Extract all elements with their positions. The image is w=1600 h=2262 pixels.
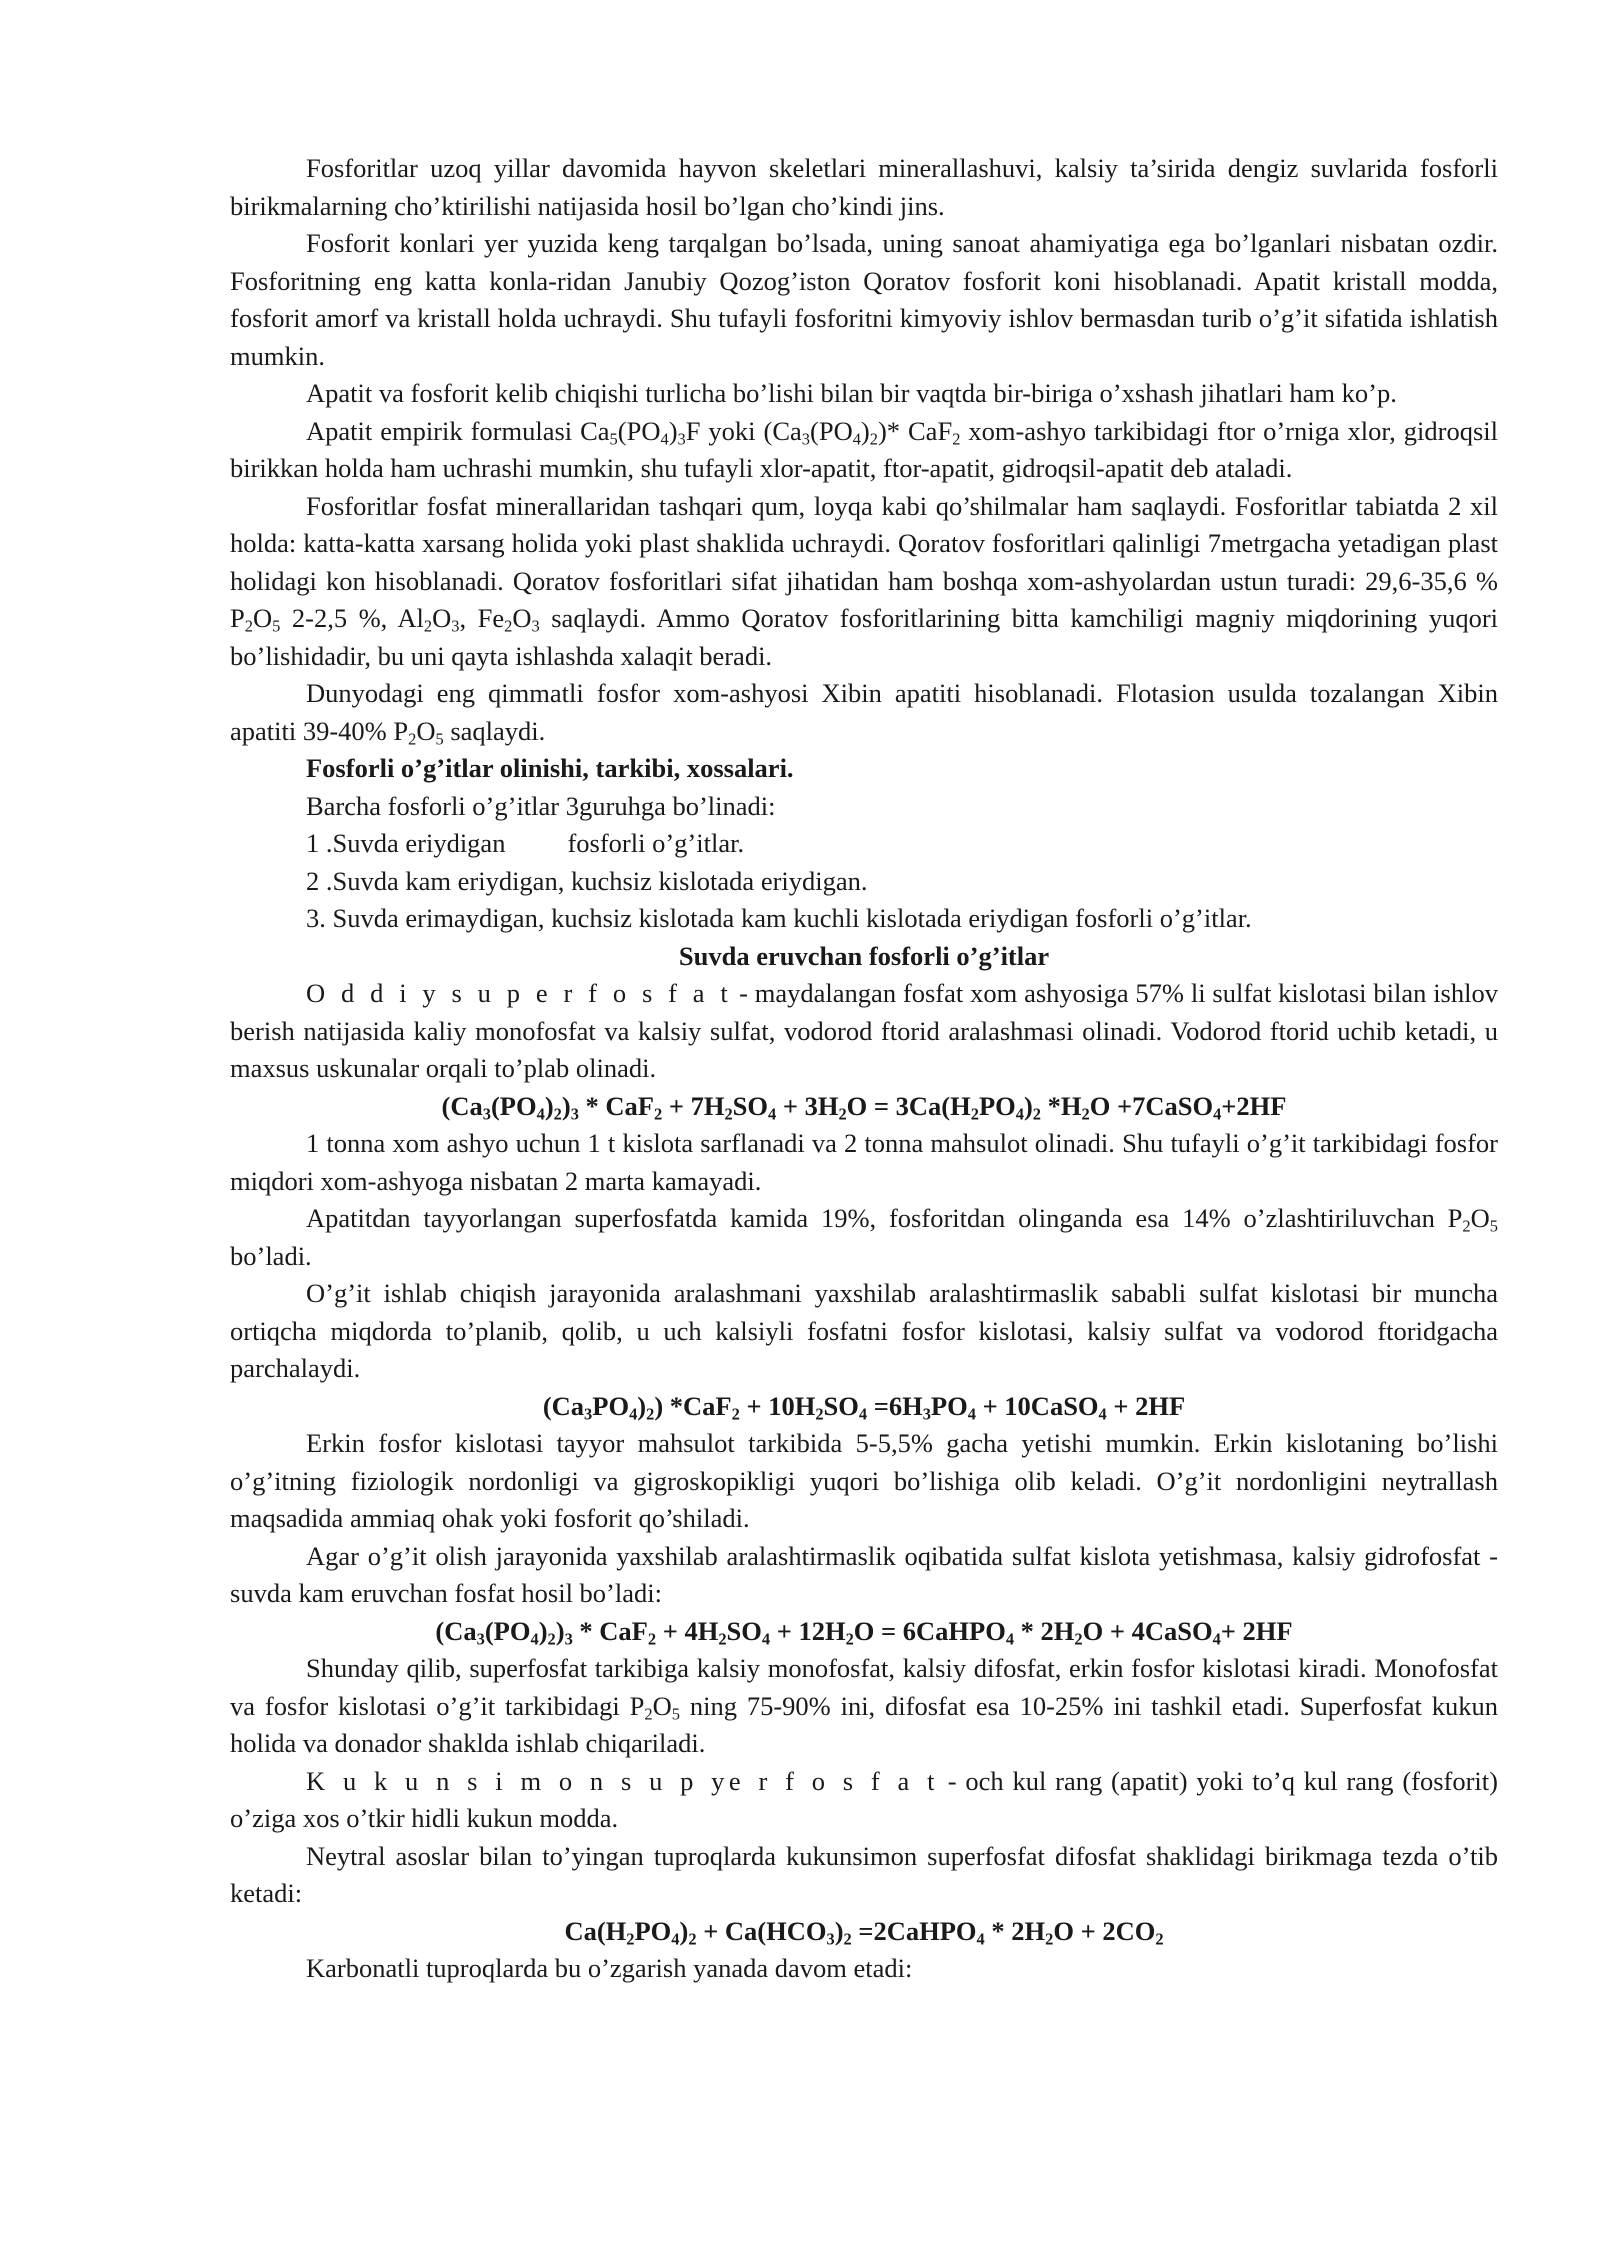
paragraph-oddiy-superfosfat: O d d i y s u p e r f o s f a t - maydalangan fosfat xom ashyosiga 57% li sulfat kislotasi bilan ishlov berish natijasida kaliy monofosfat va kalsiy sulfat, vodorod ftorid aralashmasi olinadi. Vodorod ftorid uchib ketadi, u maxsus uskunalar orqali to’plab olinadi.: [230, 978, 1498, 1083]
paragraph-fosforit-deposits: Fosforit konlari yer yuzida keng tarqalgan bo’lsada, uning sanoat ahamiyatiga ega bo’lganlari nisbatan ozdir. Fosforitning eng katta konla-ridan Janubiy Qozog’iston Qoratov fosforit koni hisoblanadi. Apatit kristall modda, fosforit amorf va kristall holda uchraydi. Shu tufayli fosforitni kimyoviy ishlov bermasdan turib o’g’it sifatida ishlatish mumkin.: [230, 228, 1498, 371]
paragraph-sulfat-kislota-yetishmasa: Agar o’g’it olish jarayonida yaxshilab aralashtirmaslik oqibatida sulfat kislota yetishmasa, kalsiy gidrofosfat - suvda kam eruvchan fosfat hosil bo’ladi:: [230, 1540, 1498, 1608]
paragraph-neytral-asoslar: Neytral asoslar bilan to’yingan tuproqlarda kukunsimon superfosfat difosfat shaklidagi birikmaga tezda o’tib ketadi:: [230, 1840, 1498, 1908]
paragraph-kukunsimon-superfosfat: K u k u n s i m o n s u p ye r f o s f a t - och kul rang (apatit) yoki to’q kul rang (fosforit) o’ziga xos o’tkir hidli kukun modda.: [230, 1765, 1498, 1833]
groups-intro: Barcha fosforli o’g’itlar 3guruhga bo’linadi:: [306, 790, 776, 821]
paragraph-superfosfat-tarkibi: Shunday qilib, superfosfat tarkibiga kalsiy monofosfat, kalsiy difosfat, erkin fosfor kislotasi kiradi. Monofosfat va fosfor kislotasi o’g’it tarkibidagi $P_2O_5$ ning 75-90% ini, difosfat esa 10-25% ini tashkil etadi. Superfosfat kukun holida va donador shaklda ishlab chiqariladi.: [230, 1653, 1498, 1758]
equation-4: $Ca(H_2PO_4)_2 + Ca(HCO_3)_2$ =2CaHPO$_4$ * $2H_2O + 2CO_2$: [564, 1915, 1164, 1949]
section-heading-fosforli-ogitlar: Fosforli o’g’itlar olinishi, tarkibi, xossalari.: [306, 753, 794, 783]
paragraph-apatit-fosforit-similarity: Apatit va fosforit kelib chiqishi turlicha bo’lishi bilan bir vaqtda bir-biriga o’xshash jihatlari ham ko’p.: [306, 378, 1397, 408]
paragraph-ogit-ishlab-chiqish: O’g’it ishlab chiqish jarayonida aralashmani yaxshilab aralashtirmaslik sababli sulfat kislotasi bir muncha ortiqcha miqdorda to’planib, qolib, u uch kalsiyli fosfatni fosfor kislotasi, kalsiy sulfat va vodorod ftoridgacha parchalaydi.: [230, 1278, 1498, 1383]
paragraph-karbonatli-tuproqlar: Karbonatli tuproqlarda bu o’zgarish yanada davom etadi:: [306, 1953, 913, 1983]
list-item-3: 3. Suvda erimaydigan, kuchsiz kislotada kam kuchli kislotada eriydigan fosforli o’g’itlar.: [306, 903, 1252, 933]
section-heading-suvda-eruvchan: Suvda eruvchan fosforli o’g’itlar: [678, 940, 1050, 971]
equation-2: $(Ca_3PO_4)_2$) $*CaF_2 + 10H_2SO_4 =6H_3PO_4$ + 10CaSO$_4$ + 2HF: [542, 1390, 1186, 1424]
list-item-2: 2 .Suvda kam eriydigan, kuchsiz kislotada eriydigan.: [306, 865, 868, 896]
document-page: [230, 150, 1498, 1988]
equation-1: $(Ca_3(PO_4)_2)_3 * CaF_2 + 7H_2SO_4 + 3H_2O = 3Ca(H_2PO_4)_2$ $*H_2O$ +7CaSO$_4$+2HF: [441, 1090, 1287, 1124]
list-item-1: 1 .Suvda eriydigan fosforli o’g’itlar.: [306, 828, 745, 858]
paragraph-tonna-xom-ashyo: 1 tonna xom ashyo uchun 1 t kislota sarflanadi va 2 tonna mahsulot olinadi. Shu tufayli o’g’it tarkibidagi fosfor miqdori xom-ashyoga nisbatan 2 marta kamayadi.: [230, 1128, 1498, 1196]
paragraph-erkin-fosfor-kislotasi: Erkin fosfor kislotasi tayyor mahsulot tarkibida 5-5,5% gacha yetishi mumkin. Erkin kislotaning bo’lishi o’g’itning fiziologik nordonligi va gigroskopikligi yuqori bo’lishiga olib keladi. O’g’it nordonligini neytrallash maqsadida ammiaq ohak yoki fosforit qo’shiladi.: [230, 1428, 1498, 1533]
paragraph-apatitdan-superfosfat: Apatitdan tayyorlangan superfosfatda kamida 19%, fosforitdan olinganda esa 14% o’zlashtiriluvchan $P_2O_5$ bo’ladi.: [230, 1203, 1498, 1271]
equation-3: $(Ca_3(PO_4)_2)_3 * CaF_2 + 4H_2SO_4 + 12H_2O$ = 6CaHPO$_4$ * $2H_2O$ + 4CaSO$_4$+ 2HF: [435, 1615, 1293, 1649]
paragraph-xibin-apatiti: Dunyodagi eng qimmatli fosfor xom-ashyosi Xibin apatiti hisoblanadi. Flotasion usulda tozalangan Xibin apatiti 39-40% $P_2O_5$ saqlaydi.: [230, 678, 1498, 749]
paragraph-apatit-formula: Apatit empirik formulasi $Ca_5(PO_4)_3F$ yoki $(Ca_3(PO_4)_2)*$ CaF$_2$ xom-ashyo tarkibidagi ftor o’rniga xlor, gidroqsil birikkan holda ham uchrashi mumkin, shu tufayli xlor-apatit, ftor-apatit, gidroqsil-apatit deb ataladi.: [230, 415, 1498, 483]
paragraph-qoratov-fosforitlari: Fosforitlar fosfat minerallaridan tashqari qum, loyqa kabi qo’shilmalar ham saqlaydi. Fosforitlar tabiatda 2 xil holda: katta-katta xarsang holida yoki plast shaklida uchraydi. Qoratov fosforitlari qalinligi 7metrgacha yetadigan plast holidagi kon hisoblanadi. Qoratov fosforitlari sifat jihatidan ham boshqa xom-ashyolardan ustun turadi: 29,6-35,6 % $P_2O_5$ 2-2,5 %, $Al_2O_3$, $Fe_2O_3$ saqlaydi. Ammo Qoratov fosforitlarining bitta kamchiligi magniy miqdorining yuqori bo’lishidadir, bu uni qayta ishlashda xalaqit beradi.: [230, 490, 1499, 671]
paragraph-fosforitlar-origin: Fosforitlar uzoq yillar davomida hayvon skeletlari minerallashuvi, kalsiy ta’sirida dengiz suvlarida fosforli birikmalarning cho’ktirilishi natijasida hosil bo’lgan cho’kindi jins.: [230, 153, 1498, 221]
